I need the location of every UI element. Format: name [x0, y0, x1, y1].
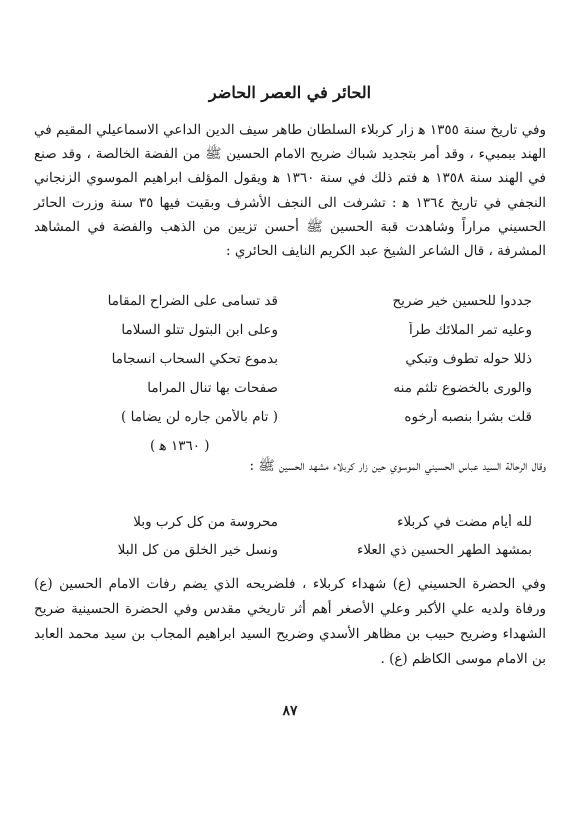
- verse-first-hemistich: لله أيام مضت في كربلاء: [397, 514, 532, 530]
- verse-second-hemistich: ونسل خير الخلق من كل البلا: [117, 542, 278, 558]
- paragraph-3: وفي الحضرة الحسيني (ع) شهداء كربلاء ، فلضريحه الذي يضم رفات الامام الحسين (ع) ورفاة ولديه علي الأكبر وعلي الأصغر أهم أثر تاريخي مقدس وفي الحضرة الحسينية ضريح الشهداء وضريح حبيب بن مظاهر الأسدي وضريح السيد ابراهيم المجاب بن سيد محمد العابد بن الامام موسى الكاظم (ع) .: [34, 576, 546, 667]
- verse: [34, 351, 546, 380]
- poem-2: [34, 514, 546, 570]
- paragraph-2: وقال الرحالة السيد عباس الحسيني الموسوي حين زار كربلاء مشهد الحسين ﷺ :: [249, 458, 546, 474]
- verse-first-hemistich: وعليه تمر الملائك طراً: [408, 322, 532, 338]
- verse-second-hemistich: بدموع تحكي السحاب انسجاما: [111, 351, 278, 367]
- verse-first-hemistich: والورى بالخضوع تلثم منه: [393, 380, 532, 396]
- verse-first-hemistich: جددوا للحسين خير ضريح: [392, 293, 532, 309]
- page-title: الحائر في العصر الحاضر: [208, 83, 372, 102]
- page-number: ٨٧: [282, 703, 298, 719]
- verse: [34, 380, 546, 409]
- verse-second-hemistich: محروسة من كل كرب وبلا: [133, 514, 278, 530]
- verse-second-hemistich: قد تسامى على الضراح المقاما: [107, 293, 278, 309]
- verse-second-hemistich: صفحات بها تنال المراما: [147, 380, 278, 396]
- poem-date: ( ١٣٦٠ ﻫ ): [150, 438, 210, 454]
- verse-first-hemistich: بمشهد الطهر الحسين ذي العلاء: [356, 542, 532, 558]
- verse: [34, 409, 546, 438]
- verse: [34, 514, 546, 542]
- poem-1: [34, 293, 546, 438]
- verse-first-hemistich: قلت بشرا بنصبه أرخوه: [404, 409, 532, 425]
- verse: [34, 542, 546, 570]
- verse-first-hemistich: ذللا حوله تطوف وتبكي: [405, 351, 532, 367]
- verse: [34, 322, 546, 351]
- paragraph-1: وفي تاريخ سنة ١٣٥٥ ﻫ زار كربلاء السلطان طاهر سيف الدين الداعي الاسماعيلي المقيم في الهند ببمبيء ، وقد أمر بتجديد شباك ضريح الامام الحسين ﷺ من الفضة الخالصة ، وقد صنع في الهند سنة ١٣٥٨ ﻫ فتم ذلك في سنة ١٣٦٠ ﻫ ويقول المؤلف ابراهيم الموسوي الزنجاني النجفي في تاريخ ١٣٦٤ ﻫ : تشرفت الى النجف الأشرف وبقيت فيها ٣٥ سنة وزرت الحائر الحسيني مراراً وشاهدت قبة الحسين ﷺ أحسن تزيين من الذهب والفضة في المشاهد المشرفة ، قال الشاعر الشيخ عبد الكريم النايف الحائري :: [34, 122, 547, 260]
- verse: [34, 293, 546, 322]
- verse-second-hemistich: ( تام بالأمن جاره لن يضاما ): [121, 409, 278, 425]
- verse-second-hemistich: وعلى ابن البتول تتلو السلاما: [121, 322, 278, 338]
